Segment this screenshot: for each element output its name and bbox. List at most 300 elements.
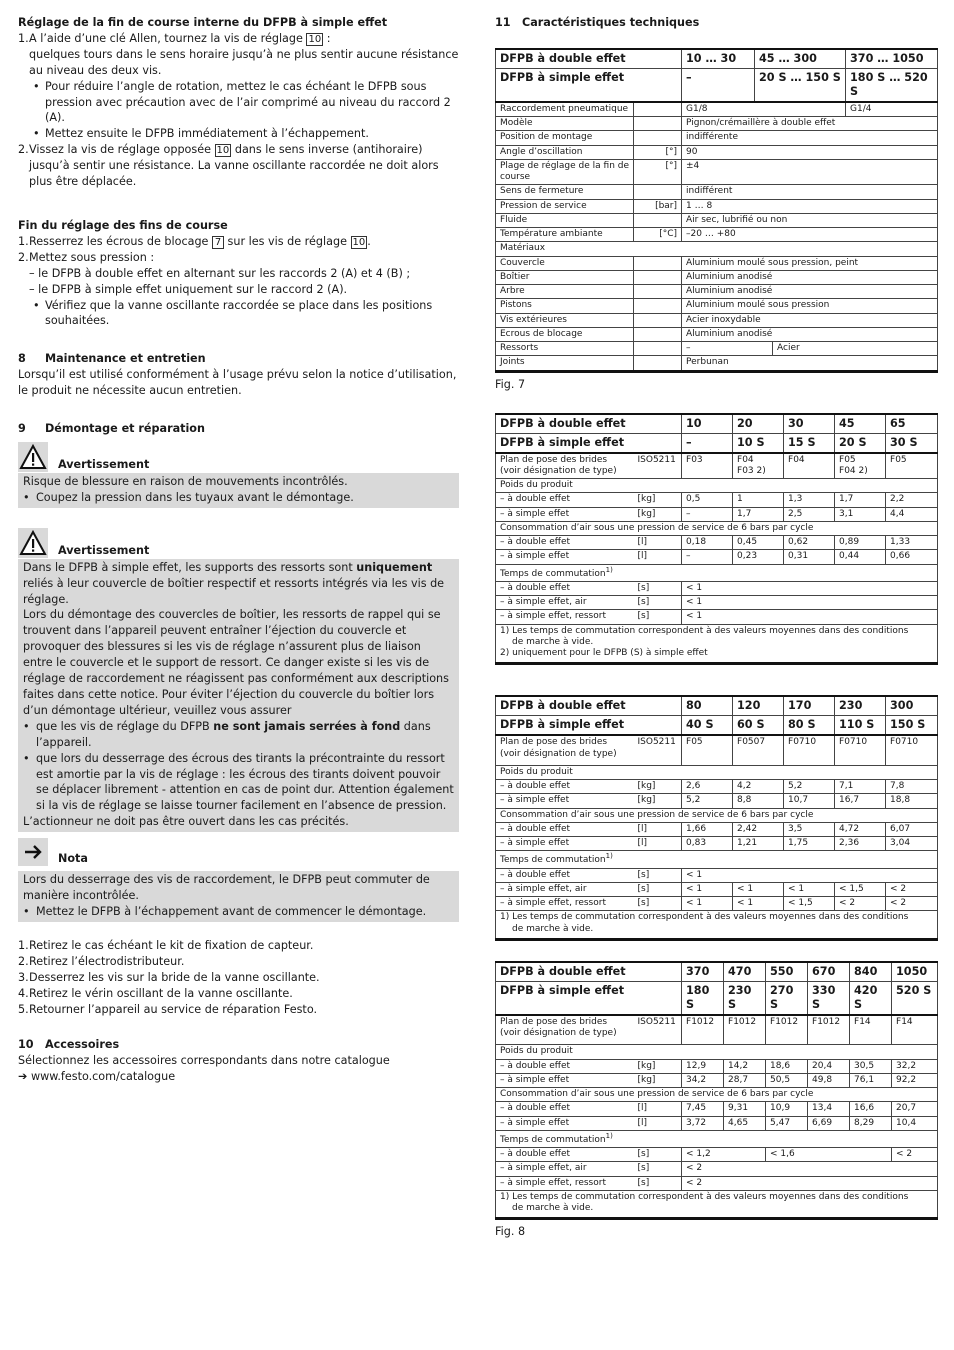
header-cell: 520 S [892, 981, 938, 1015]
warning-header [18, 442, 459, 472]
table-row [496, 313, 938, 327]
header-cell: 45 … 300 [755, 49, 846, 69]
row-value: 0,83 [682, 837, 733, 851]
list-item: 1. A l’aide d’une clé Allen, tournez la vis de réglage 10 : [18, 31, 331, 45]
row-value: 92,2 [892, 1073, 938, 1087]
row-label: Matériaux [496, 242, 938, 256]
header-cell: 180 S … 520 S [846, 68, 938, 102]
row-label: Fluide [496, 213, 634, 227]
table-footnote-row [496, 624, 938, 664]
table-row [496, 868, 938, 882]
text: sur les vis de réglage [224, 234, 351, 248]
row-value: < 1,2 [682, 1148, 766, 1162]
dash-item: – le DFPB à double effet en alternant sur les raccords 2 (A) et 4 (B) ; [29, 266, 411, 280]
row-value: 10,4 [892, 1116, 938, 1130]
header-cell: 15 S [784, 433, 835, 453]
row-value: < 1 [784, 882, 835, 896]
row-unit [634, 102, 682, 117]
row-unit: [s] [634, 610, 682, 624]
row-value: Perbunan [682, 356, 938, 371]
table-row [496, 897, 938, 911]
row-label: – à double effet [496, 1059, 634, 1073]
table-row [496, 1116, 938, 1130]
list-item: 1. Retirez le cas échéant le kit de fixation de capteur. [18, 938, 314, 952]
tech-table-sizes-370-1050 [495, 961, 938, 1221]
header-cell: 80 S [784, 716, 835, 736]
right-column [495, 15, 937, 1240]
header-cell: 20 S … 150 S [755, 68, 846, 102]
table-row [496, 242, 938, 256]
table-header-row [496, 433, 938, 453]
row-value: – [682, 507, 733, 521]
row-unit: ISO5211 [634, 735, 682, 765]
row-label [496, 851, 938, 868]
row-label: – à double effet [496, 581, 634, 595]
row-value: 14,2 [724, 1059, 766, 1073]
header-cell: 65 [886, 414, 938, 434]
row-label: Consommation d’air sous une pression de service de 6 bars par cycle [496, 1088, 938, 1102]
footnotes [496, 624, 938, 664]
list-item: 4. Retirez le vérin oscillant de la vanne oscillante. [18, 986, 293, 1000]
header-cell: 420 S [850, 981, 892, 1015]
row-value: 7,45 [682, 1102, 724, 1116]
text: Retirez le cas échéant le kit de fixation de capteur. [29, 938, 314, 952]
value: F04 [788, 454, 805, 465]
row-label: – à simple effet [496, 1073, 634, 1087]
row-value: G1/8 [682, 102, 846, 117]
row-value: 16,6 [850, 1102, 892, 1116]
table-row [496, 610, 938, 624]
catalogue-link-line [18, 1069, 459, 1085]
row-label: – à simple effet, air [496, 1162, 634, 1176]
row-value: < 2 [886, 897, 938, 911]
row-label: – à simple effet, ressort [496, 610, 634, 624]
bullet-item: • Mettez le DFPB à l’échappement avant de commencer le démontage. [23, 904, 427, 918]
list-item: 2. Vissez la vis de réglage opposée 10 dans le sens inverse (antihoraire) jusqu’à sentir une résistance. La vanne oscillante raccordée ne doit alors plus être déplacée. [18, 143, 439, 189]
list-item: 1. Resserrez les écrous de blocage 7 sur les vis de réglage 10 . [18, 234, 371, 248]
table-row [496, 765, 938, 779]
row-unit: [kg] [634, 1073, 682, 1087]
row-unit [634, 117, 682, 131]
row-unit: [l] [634, 536, 682, 550]
row-label: – à simple effet [496, 837, 634, 851]
text: Temps de commutation [500, 855, 606, 866]
warning-box [18, 559, 459, 832]
list-item: 2. Retirez l’électrodistributeur. [18, 954, 185, 968]
row-value: < 1,5 [784, 897, 835, 911]
row-label: – à simple effet [496, 507, 634, 521]
table-row [496, 1073, 938, 1087]
text-bold: ne sont jamais serrées à fond [213, 719, 401, 733]
row-label: – à double effet [496, 868, 634, 882]
header-cell: 550 [766, 962, 808, 982]
row-value: Acier [773, 342, 938, 356]
row-unit: [l] [634, 550, 682, 564]
text: : [323, 31, 331, 45]
warning-text [23, 560, 454, 608]
row-value: < 1 [733, 882, 784, 896]
text: que lors du desserrage des écrous des tirants la précontrainte du ressort est amortie par la vis de réglage : les écrous des tirants doivent pouvoir se déplacer librement - attention en cas de point dur. Attention également si la vis de réglage se laisse tourner facilement en l’absence de pression. [36, 751, 454, 813]
header-cell: 150 S [886, 716, 938, 736]
header-cell: 180 S [682, 981, 724, 1015]
header-cell: 10 S [733, 433, 784, 453]
row-unit: [s] [634, 1162, 682, 1176]
row-label: Ecrous de blocage [496, 327, 634, 341]
header-cell: 120 [733, 696, 784, 716]
note-header [18, 838, 459, 866]
row-value: – [682, 550, 733, 564]
row-value: < 1 [682, 596, 938, 610]
header-cell: 1050 [892, 962, 938, 982]
row-unit: [s] [634, 897, 682, 911]
warning-text: Risque de blessure en raison de mouvements incontrôlés. [23, 474, 348, 488]
header-cell: DFPB à simple effet [496, 981, 682, 1015]
section-title: Accessoires [45, 1038, 120, 1052]
row-unit: [kg] [634, 507, 682, 521]
header-cell: 110 S [835, 716, 886, 736]
row-label: Couvercle [496, 256, 634, 270]
row-value: Acier inoxydable [682, 313, 938, 327]
row-value: 4,4 [886, 507, 938, 521]
table-row [496, 299, 938, 313]
warning-text: Lors du démontage des couvercles de boîtier, les ressorts de rappel qui se trouvent dans l’appareil peuvent entraîner l’éjection du couvercle et provoquer des blessures si les vis de réglage n’assurent plus de liaison entre le couvercle et le support de ressort. Ce danger existe si les vis de réglage de raccordement ne réagissent pas conformément aux descriptions faites dans cette notice. Pour éviter l’éjection du couvercle du boîtier lors d’un démontage ultérieur, veuillez vous assurer [23, 608, 449, 717]
section-title: Caractéristiques techniques [522, 16, 700, 29]
value-sub: F04 2) [839, 465, 868, 476]
row-value: G1/4 [846, 102, 938, 117]
row-value: F0710 [784, 735, 835, 765]
row-label: Plan de pose des brides (voir désignation de type) [496, 1015, 634, 1045]
disassembly-steps [18, 938, 459, 1018]
table-row [496, 780, 938, 794]
section-heading-11 [495, 15, 937, 31]
figure-caption: Fig. 8 [495, 1225, 526, 1239]
row-value: 1 … 8 [682, 199, 938, 213]
row-unit: [kg] [634, 794, 682, 808]
row-label: Consommation d’air sous une pression de service de 6 bars par cycle [496, 521, 938, 535]
row-unit [634, 270, 682, 284]
row-unit: [l] [634, 1116, 682, 1130]
footnote: de marche à vide. [512, 636, 594, 647]
footnote-ref: 1) [605, 852, 613, 861]
row-value: < 2 [892, 1148, 938, 1162]
row-value: < 1 [733, 897, 784, 911]
header-cell: 300 [886, 696, 938, 716]
header-cell: 80 [682, 696, 733, 716]
table-row [496, 199, 938, 213]
row-value: < 1,5 [835, 882, 886, 896]
header-cell: DFPB à double effet [496, 962, 682, 982]
footnote: 1) Les temps de commutation correspondent à des valeurs moyennes dans des conditions [500, 625, 909, 636]
tech-table-sizes-80-300 [495, 695, 938, 941]
table-row [496, 521, 938, 535]
row-unit: [s] [634, 882, 682, 896]
row-value: < 2 [835, 897, 886, 911]
row-value: 1,7 [835, 493, 886, 507]
tech-table-sizes-10-65 [495, 413, 938, 666]
row-value: 5,2 [682, 794, 733, 808]
row-unit: ISO5211 [634, 1015, 682, 1045]
header-cell: 20 S [835, 433, 886, 453]
warning-text: L’actionneur ne doit pas être ouvert dans les cas précités. [23, 815, 349, 829]
table-row [496, 256, 938, 270]
row-unit [634, 285, 682, 299]
row-value [886, 453, 938, 479]
row-label: – à simple effet, air [496, 882, 634, 896]
footnotes [496, 1190, 938, 1219]
row-label: Pistons [496, 299, 634, 313]
text: reliés à leur couvercle de boîtier respectif et ressorts intégrés via les vis de réglage. [23, 576, 445, 606]
table-row [496, 131, 938, 145]
row-value: 12,9 [682, 1059, 724, 1073]
text: Temps de commutation [500, 568, 606, 579]
row-value: 20,4 [808, 1059, 850, 1073]
row-label: Ressorts [496, 342, 634, 356]
table-row [496, 453, 938, 479]
table-row [496, 507, 938, 521]
row-value: 1,33 [886, 536, 938, 550]
list-item: 2. Mettez sous pression : [18, 250, 155, 264]
text: Mettez le DFPB à l’échappement avant de commencer le démontage. [36, 904, 427, 918]
row-value: 0,44 [835, 550, 886, 564]
row-value: 10,7 [784, 794, 835, 808]
warning-label: Avertissement [58, 543, 150, 557]
header-cell: 10 [682, 414, 733, 434]
header-cell: 270 S [766, 981, 808, 1015]
row-label: – à double effet [496, 536, 634, 550]
row-unit: [l] [634, 1102, 682, 1116]
text: Vissez la vis de réglage opposée [29, 143, 215, 157]
row-value [835, 453, 886, 479]
row-value: Aluminium anodisé [682, 285, 938, 299]
text: A l’aide d’une clé Allen, tournez la vis de réglage [29, 31, 307, 45]
section-title: Maintenance et entretien [45, 352, 206, 366]
row-value: 2,42 [733, 822, 784, 836]
table-footnote-row [496, 1190, 938, 1219]
table-row [496, 1059, 938, 1073]
row-value: 1,75 [784, 837, 835, 851]
row-label: Position de montage [496, 131, 634, 145]
table-header-row [496, 49, 938, 69]
warning-triangle-icon [18, 528, 48, 558]
catalogue-link[interactable]: www.festo.com/catalogue [30, 1070, 176, 1084]
row-label: Vis extérieures [496, 313, 634, 327]
note-text: Lors du desserrage des vis de raccordement, le DFPB peut commuter de manière incontrôlée. [23, 873, 430, 903]
footnote: 2) uniquement pour le DFPB (S) à simple effet [500, 648, 708, 659]
warning-triangle-icon [18, 442, 48, 472]
row-value: 1,7 [733, 507, 784, 521]
section-number: 9 [18, 422, 26, 436]
row-unit: [l] [634, 837, 682, 851]
arrow-right-icon [18, 838, 48, 866]
header-cell: 330 S [808, 981, 850, 1015]
text: Retourner l’appareil au service de réparation Festo. [29, 1002, 318, 1016]
row-label: – à simple effet, air [496, 596, 634, 610]
row-value: < 2 [682, 1176, 938, 1190]
left-column [18, 15, 459, 1085]
row-value: 0,18 [682, 536, 733, 550]
row-label: Consommation d’air sous une pression de service de 6 bars par cycle [496, 808, 938, 822]
row-unit [634, 256, 682, 270]
table-row [496, 550, 938, 564]
row-value: 4,65 [724, 1116, 766, 1130]
row-value: 18,6 [766, 1059, 808, 1073]
row-unit: [kg] [634, 780, 682, 794]
row-unit: [l] [634, 822, 682, 836]
row-label: – à simple effet [496, 1116, 634, 1130]
row-value: 10,9 [766, 1102, 808, 1116]
callout-number: 10 [308, 33, 322, 45]
row-value: 7,8 [886, 780, 938, 794]
footnote-ref: 1) [605, 565, 613, 574]
row-value: 18,8 [886, 794, 938, 808]
table-row [496, 1045, 938, 1059]
table-row [496, 1176, 938, 1190]
text: Vérifiez que la vanne oscillante raccordée se place dans les positions souhaitées. [45, 298, 433, 328]
table-row [496, 479, 938, 493]
section-title: Démontage et réparation [45, 422, 205, 436]
accessories-text: Sélectionnez les accessoires correspondants dans notre catalogue [18, 1054, 390, 1068]
table-header-row [496, 716, 938, 736]
row-value: 2,36 [835, 837, 886, 851]
row-value: 0,5 [682, 493, 733, 507]
table-row [496, 159, 938, 185]
table-header-row [496, 962, 938, 982]
row-label: Température ambiante [496, 228, 634, 242]
header-cell: DFPB à simple effet [496, 433, 682, 453]
row-value: 7,1 [835, 780, 886, 794]
tech-table-general [495, 48, 938, 373]
header-cell: 30 S [886, 433, 938, 453]
row-unit [634, 131, 682, 145]
row-label: Poids du produit [496, 1045, 938, 1059]
table-row [496, 596, 938, 610]
table-footnote-row [496, 911, 938, 940]
row-label: – à double effet [496, 1102, 634, 1116]
row-value: 2,6 [682, 780, 733, 794]
table-row [496, 735, 938, 765]
bullet-item: • Mettez ensuite le DFPB immédiatement à l’échappement. [33, 127, 369, 141]
row-value: 3,1 [835, 507, 886, 521]
row-value: 0,23 [733, 550, 784, 564]
table-row [496, 145, 938, 159]
footnote: 1) Les temps de commutation correspondent à des valeurs moyennes dans des conditions [500, 912, 909, 923]
header-cell: 670 [808, 962, 850, 982]
table-row [496, 536, 938, 550]
list-item: 3. Desserrez les vis sur la bride de la vanne oscillante. [18, 970, 320, 984]
text: dans le sens inverse (antihoraire) jusqu’à sentir une résistance. La vanne oscillante raccordée ne doit alors plus être déplacée. [29, 143, 439, 189]
row-value: < 1 [682, 610, 938, 624]
row-label: – à double effet [496, 822, 634, 836]
row-value: F0710 [886, 735, 938, 765]
row-value: 0,45 [733, 536, 784, 550]
row-unit: [s] [634, 1148, 682, 1162]
bullet-item: • Coupez la pression dans les tuyaux avant le démontage. [23, 490, 354, 504]
text: Desserrez les vis sur la bride de la vanne oscillante. [29, 970, 320, 984]
bullet-item: • que lors du desserrage des écrous des tirants la précontrainte du ressort est amortie par la vis de réglage : les écrous des tirants doivent pouvoir se déplacer librement - attention en cas de point dur. Attention également si la vis de réglage se laisse tourner facilement en l’absence de pression. [23, 751, 454, 813]
table-header-row [496, 414, 938, 434]
header-cell: 230 [835, 696, 886, 716]
row-value: 2,5 [784, 507, 835, 521]
row-label: Poids du produit [496, 765, 938, 779]
table-row [496, 270, 938, 284]
row-unit: [kg] [634, 493, 682, 507]
row-value: 50,5 [766, 1073, 808, 1087]
table-row [496, 822, 938, 836]
row-value: 30,5 [850, 1059, 892, 1073]
table-row [496, 102, 938, 117]
header-cell: DFPB à simple effet [496, 68, 682, 102]
row-unit [634, 327, 682, 341]
value: F03 [686, 454, 703, 465]
row-value: F1012 [724, 1015, 766, 1045]
arrow-right-icon: ➔ [18, 1070, 28, 1084]
row-value: 8,29 [850, 1116, 892, 1130]
row-unit: [s] [634, 581, 682, 595]
header-cell: DFPB à double effet [496, 49, 682, 69]
dash-item: – le DFPB à simple effet uniquement sur le raccord 2 (A). [29, 282, 348, 296]
table-row [496, 1102, 938, 1116]
section-number: 11 [495, 16, 511, 29]
header-cell: 370 [682, 962, 724, 982]
header-cell: 20 [733, 414, 784, 434]
row-value: F1012 [808, 1015, 850, 1045]
row-value: – [682, 342, 773, 356]
text: Mettez sous pression : [29, 250, 155, 264]
row-label: – à simple effet, ressort [496, 1176, 634, 1190]
row-value: < 1,6 [766, 1148, 892, 1162]
row-label: Boîtier [496, 270, 634, 284]
section-number: 8 [18, 352, 26, 366]
row-label: Joints [496, 356, 634, 371]
row-label: – à double effet [496, 493, 634, 507]
row-value: Air sec, lubrifié ou non [682, 213, 938, 227]
table-header-row [496, 68, 938, 102]
callout-number: 10 [216, 145, 230, 157]
row-value: 16,7 [835, 794, 886, 808]
list-item-detail: quelques tours dans le sens horaire jusqu’à ne plus sentir aucune résistance au niveau des deux vis. [29, 47, 459, 77]
table-row [496, 342, 938, 356]
bullet-item: • que les vis de réglage du DFPB ne sont jamais serrées à fond dans l’appareil. [23, 719, 431, 749]
row-value [682, 453, 733, 479]
row-value: F1012 [682, 1015, 724, 1045]
section-number: 10 [18, 1038, 34, 1052]
row-value: 76,1 [850, 1073, 892, 1087]
row-value: 6,07 [886, 822, 938, 836]
row-unit: ISO5211 [634, 453, 682, 479]
row-value: 49,8 [808, 1073, 850, 1087]
row-value: Aluminium anodisé [682, 327, 938, 341]
warning-box [18, 473, 459, 508]
row-value: 1,66 [682, 822, 733, 836]
row-value: ±4 [682, 159, 938, 185]
text: Coupez la pression dans les tuyaux avant le démontage. [36, 490, 354, 504]
row-value: –20 … +80 [682, 228, 938, 242]
row-value: 13,4 [808, 1102, 850, 1116]
text: . [367, 234, 371, 248]
row-value: Aluminium moulé sous pression [682, 299, 938, 313]
table-row [496, 882, 938, 896]
table-row [496, 581, 938, 595]
row-label: – à simple effet [496, 550, 634, 564]
row-value: 0,31 [784, 550, 835, 564]
note-label: Nota [58, 852, 88, 866]
row-value: 0,66 [886, 550, 938, 564]
row-value: indifférente [682, 131, 938, 145]
row-value: 3,04 [886, 837, 938, 851]
row-unit: [s] [634, 1176, 682, 1190]
footnote-ref: 1) [605, 1131, 613, 1140]
text: Retirez l’électrodistributeur. [29, 954, 185, 968]
